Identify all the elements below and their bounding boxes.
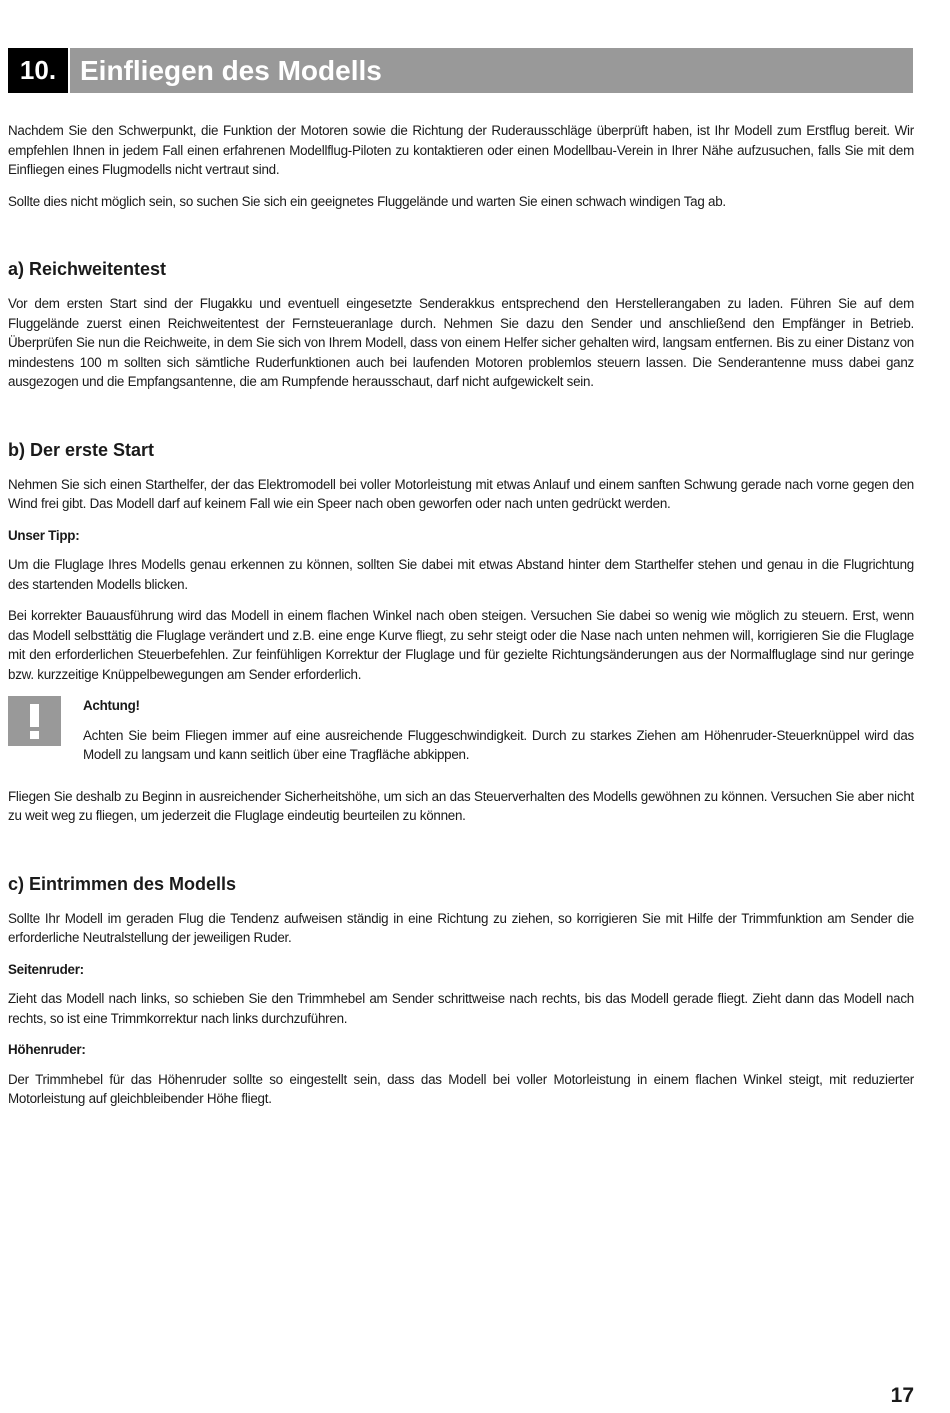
- seitenruder-label: Seitenruder:: [8, 961, 84, 977]
- heading-reichweitentest: a) Reichweitentest: [8, 259, 167, 279]
- warning-box: [8, 696, 914, 775]
- intro-paragraph-2: Sollte dies nicht möglich sein, so suchen Sie sich ein geeignetes Fluggelände und warten Sie einen schwach windigen Tag ab.: [8, 193, 726, 209]
- warning-label: Achtung!: [83, 698, 140, 713]
- exclamation-icon: [8, 696, 61, 746]
- intro-paragraph-1: Nachdem Sie den Schwerpunkt, die Funktion der Motoren sowie die Richtung der Ruderausschläge überprüft haben, ist Ihr Modell zum Erstflug bereit. Wir empfehlen Ihnen in jedem Fall einen erfahrenen Modellflug-Piloten zu kontaktieren oder einen Modellbau-Verein in Ihrer Nähe aufzusuchen, falls Sie mit dem Einfliegen eines Flugmodells nicht vertraut sind.: [8, 123, 914, 177]
- section-number: 10.: [8, 48, 68, 93]
- section-title: Einfliegen des Modells: [70, 48, 913, 93]
- erster-start-paragraph-4: Fliegen Sie deshalb zu Beginn in ausreichender Sicherheitshöhe, um sich an das Steuerverhalten des Modells gewöhnen zu können. Versuchen Sie aber nicht zu weit weg zu fliegen, um jederzeit die Fluglage eindeutig beurteilen zu können.: [8, 788, 914, 823]
- tip-label: Unser Tipp:: [8, 527, 80, 543]
- heading-eintrimmen: c) Eintrimmen des Modells: [8, 873, 237, 894]
- reichweitentest-paragraph: Vor dem ersten Start sind der Flugakku und eventuell eingesetzte Senderakkus entsprechend den Herstellerangaben zu laden. Führen Sie auf dem Fluggelände zuerst einen Reichweitentest der Fernsteueranlage durch. Nehmen Sie dazu den Sender und anschließend den Empfänger in Betrieb. Überprüfen Sie nun die Reichweite, in dem Sie sich von Ihrem Modell, dass von einem Helfer sicher gehalten wird, langsam entfernen. Bis zu einer Distanz von mindestens 100 m sollten sich sämtliche Ruderfunktionen auch bei laufenden Motoren problemlos steuern lassen. Die Senderantenne muss dabei ganz ausgezogen und die Empfangsantenne, die am Rumpfende herausschaut, darf nicht aufgewickelt sein.: [8, 296, 914, 389]
- hoehenruder-label: Höhenruder:: [8, 1042, 86, 1057]
- section-header: [8, 48, 913, 93]
- erster-start-paragraph-1: Nehmen Sie sich einen Starthelfer, der das Elektromodell bei voller Motorleistung mit etwas Anlauf und einem sanften Schwung gerade nach vorne gegen den Wind frei gibt. Das Modell darf auf keinem Fall wie ein Speer nach oben geworfen oder nach unten gedrückt werden.: [8, 476, 914, 511]
- erster-start-paragraph-2: Um die Fluglage Ihres Modells genau erkennen zu können, sollten Sie dabei mit etwas Abstand hinter dem Starthelfer stehen und genau in die Flugrichtung des startenden Modells blicken.: [8, 557, 914, 592]
- eintrimmen-paragraph-2: Zieht das Modell nach links, so schieben Sie den Trimmhebel am Sender schrittweise nach rechts, bis das Modell gerade fliegt. Zieht dann das Modell nach rechts, so ist eine Trimmkorrektur nach links durchzuführen.: [8, 991, 914, 1026]
- eintrimmen-paragraph-3: Der Trimmhebel für das Höhenruder sollte so eingestellt sein, dass das Modell bei voller Motorleistung in einem flachen Winkel steigt, mit reduzierter Motorleistung auf gleichbleibender Höhe fliegt.: [8, 1071, 914, 1106]
- warning-text: Achten Sie beim Fliegen immer auf eine ausreichende Fluggeschwindigkeit. Durch zu starkes Ziehen am Höhenruder-Steuerknüppel wird das Modell zu langsam und kann seitlich über eine Tragfläche abkippen.: [83, 727, 914, 762]
- eintrimmen-paragraph-1: Sollte Ihr Modell im geraden Flug die Tendenz aufweisen ständig in eine Richtung zu ziehen, so korrigieren Sie mit Hilfe der Trimmfunktion am Sender die erforderliche Neutralstellung der jeweiligen Ruder.: [8, 910, 914, 945]
- page-content: [8, 121, 914, 1121]
- heading-erster-start: b) Der erste Start: [8, 439, 155, 460]
- page-number: 17: [890, 1384, 914, 1407]
- erster-start-paragraph-3: Bei korrekter Bauausführung wird das Modell in einem flachen Winkel nach oben steigen. Versuchen Sie dabei so wenig wie möglich zu steuern. Erst, wenn das Modell selbsttätig die Fluglage verändert und z.B. eine enge Kurve fliegt, zu sehr steigt oder die Nase nach unten nehmen will, korrigieren Sie die Fluglage mit den erforderlichen Steuerbefehlen. Zur feinfühligen Korrektur der Fluglage und für gezielte Richtungsänderungen aus der Normalfluglage sind nur geringe bzw. kurzzeitige Knüppelbewegungen am Sender erforderlich.: [8, 608, 914, 682]
